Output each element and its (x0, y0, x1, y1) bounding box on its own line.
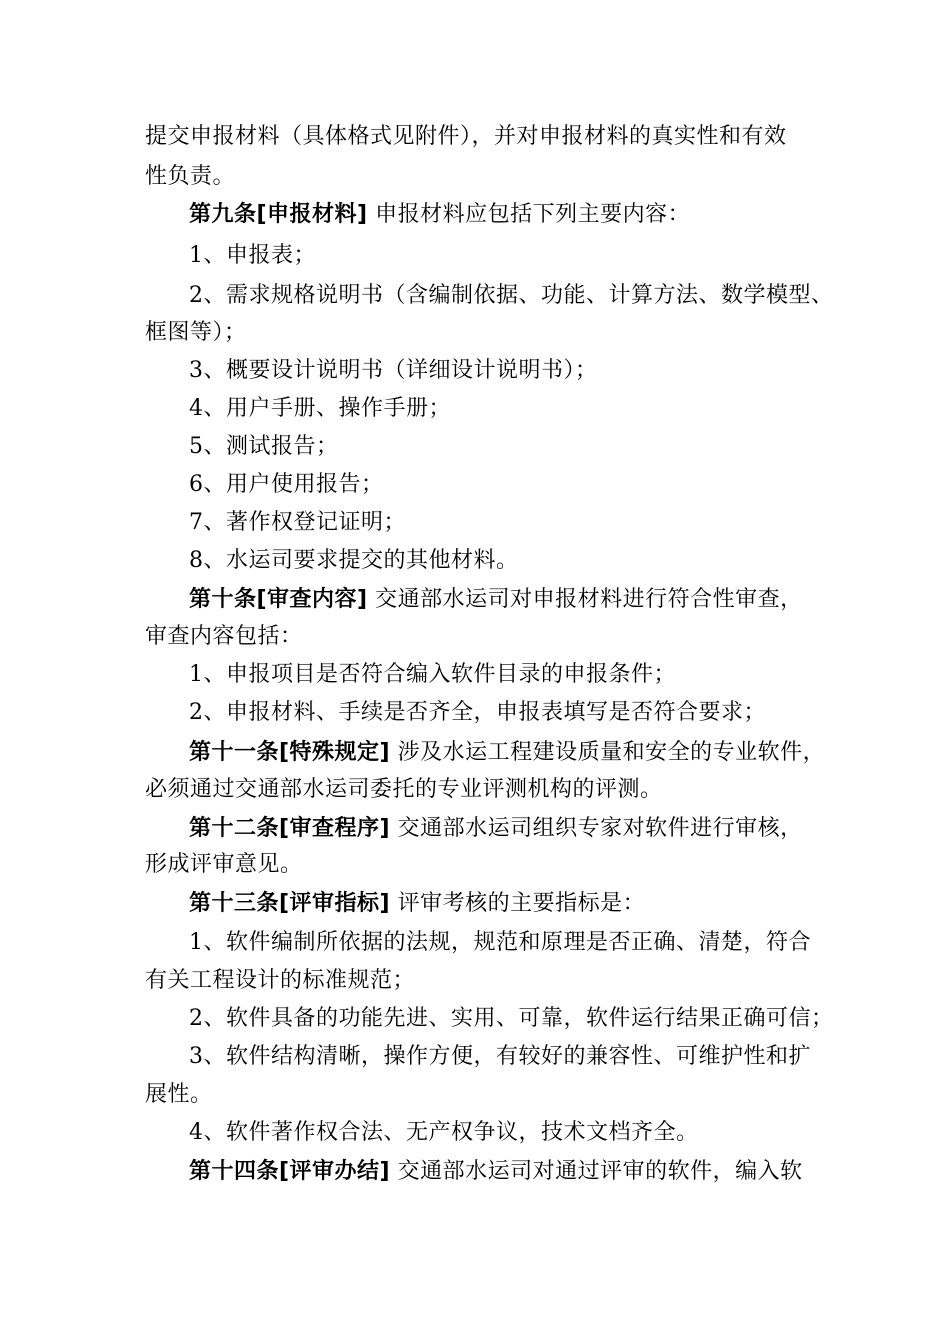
article-heading: 第十条[审查内容] (189, 587, 368, 612)
article-10: 第十条[审查内容] 交通部水运司对申报材料进行符合性审查， (189, 587, 803, 612)
article-heading: 第九条[申报材料] (189, 202, 368, 227)
list-item: 2、申报材料、手续是否齐全，申报表填写是否符合要求； (189, 700, 766, 725)
list-item: 1、申报项目是否符合编入软件目录的申报条件； (189, 662, 676, 687)
list-item: 7、著作权登记证明； (189, 510, 406, 535)
list-item: 2、需求规格说明书（含编制依据、功能、计算方法、数学模型、 (189, 283, 834, 308)
paragraph-line: 框图等）； (145, 320, 247, 345)
list-item: 3、概要设计说明书（详细设计说明书）； (189, 358, 598, 383)
list-item: 2、软件具备的功能先进、实用、可靠，软件运行结果正确可信； (189, 1006, 834, 1031)
list-item: 8、水运司要求提交的其他材料。 (189, 548, 519, 573)
article-12: 第十二条[审查程序] 交通部水运司组织专家对软件进行审核， (189, 816, 803, 841)
paragraph-line: 有关工程设计的标准规范； (145, 968, 416, 993)
list-item: 4、软件著作权合法、无产权争议，技术文档齐全。 (189, 1120, 699, 1145)
article-heading: 第十四条[评审办结] (189, 1159, 391, 1184)
list-item: 1、软件编制所依据的法规，规范和原理是否正确、清楚，符合 (189, 930, 811, 955)
article-heading: 第十二条[审查程序] (189, 816, 391, 841)
paragraph-line: 必须通过交通部水运司委托的专业评测机构的评测。 (145, 777, 663, 802)
paragraph-line: 展性。 (145, 1082, 213, 1107)
paragraph-line: 提交申报材料（具体格式见附件），并对申报材料的真实性和有效 (145, 124, 787, 149)
paragraph-line: 形成评审意见。 (145, 852, 303, 877)
list-item: 3、软件结构清晰，操作方便，有较好的兼容性、可维护性和扩 (189, 1044, 811, 1069)
article-heading: 第十三条[评审指标] (189, 891, 391, 916)
paragraph-line: 性负责。 (145, 164, 236, 189)
article-14: 第十四条[评审办结] 交通部水运司对通过评审的软件，编入软 (189, 1159, 803, 1184)
article-13: 第十三条[评审指标] 评审考核的主要指标是： (189, 891, 646, 916)
list-item: 6、用户使用报告； (189, 472, 384, 497)
article-heading: 第十一条[特殊规定] (189, 740, 391, 765)
list-item: 4、用户手册、操作手册； (189, 396, 451, 421)
article-9: 第九条[申报材料] 申报材料应包括下列主要内容： (189, 202, 691, 227)
paragraph-line: 审查内容包括： (145, 624, 303, 649)
list-item: 5、测试报告； (189, 434, 339, 459)
list-item: 1、申报表； (189, 243, 316, 268)
article-11: 第十一条[特殊规定] 涉及水运工程建设质量和安全的专业软件， (189, 740, 826, 765)
